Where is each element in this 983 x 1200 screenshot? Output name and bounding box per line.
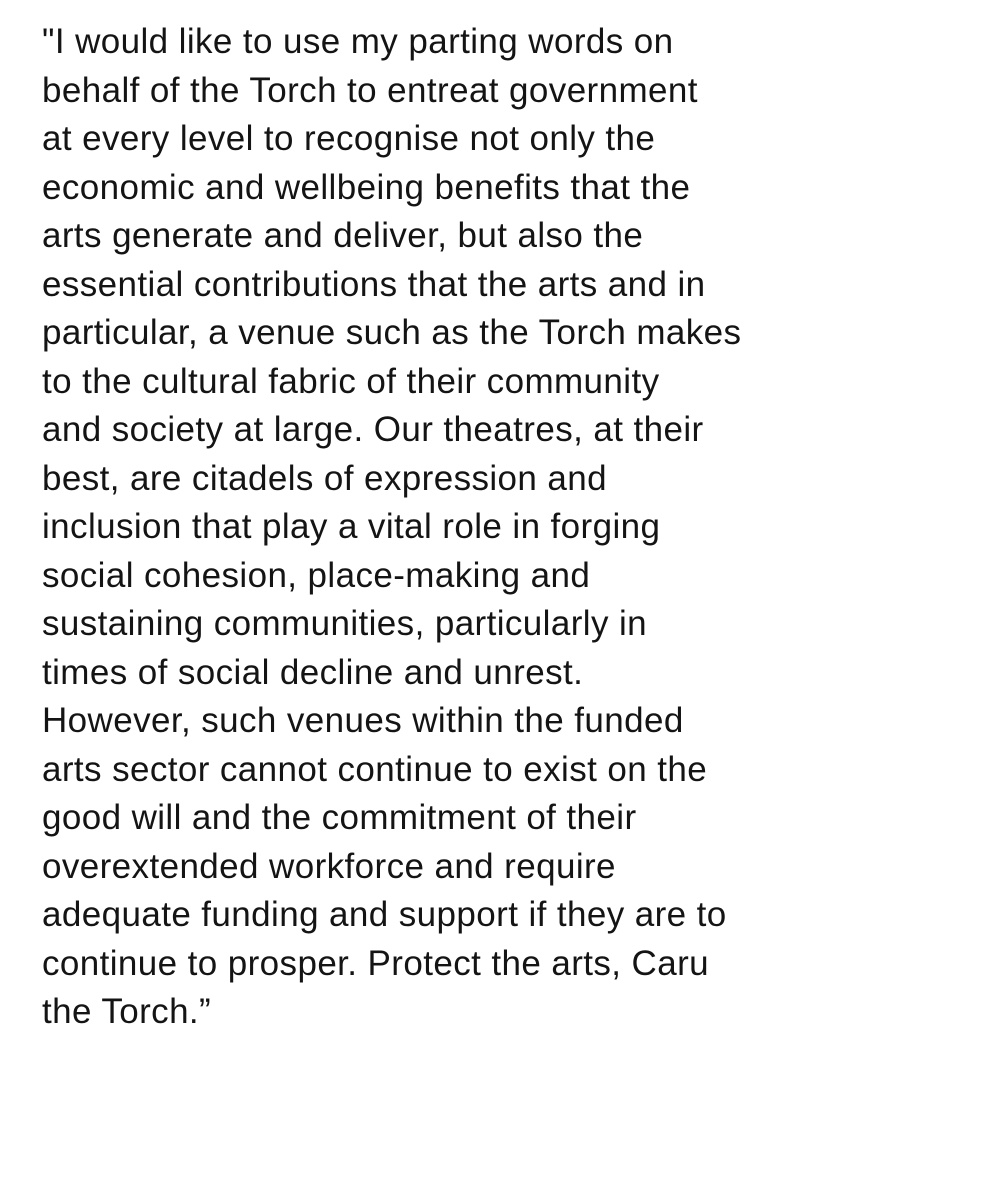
quote-line: adequate funding and support if they are to [42,895,727,934]
quote-line: and society at large. Our theatres, at their [42,410,704,449]
quote-line: times of social decline and unrest. [42,652,584,692]
quote-line: arts generate and deliver, but also the [42,216,644,255]
quote-line: behalf of the Torch to entreat government [42,70,698,110]
quote-line: inclusion that play a vital role in forging [42,507,661,546]
quote-text-block [42,18,977,1037]
quote-line: best, are citadels of expression and [42,458,608,498]
quote-line: However, such venues within the funded [42,701,684,740]
quote-line: essential contributions that the arts and in [42,264,706,304]
quote-line: sustaining communities, particularly in [42,604,648,643]
quote-line: social cohesion, place-making and [42,555,591,595]
quote-line: to the cultural fabric of their community [42,361,660,401]
quote-line: continue to prosper. Protect the arts, Caru [42,943,709,983]
quote-line: overextended workforce and require [42,846,616,886]
quote-line: good will and the commitment of their [42,798,637,837]
quote-line: economic and wellbeing benefits that the [42,167,691,207]
quote-line: the Torch.” [42,992,212,1031]
quote-line: "I would like to use my parting words on [42,22,674,61]
quote-line: arts sector cannot continue to exist on the [42,749,708,789]
quote-line: at every level to recognise not only the [42,119,656,158]
quote-line: particular, a venue such as the Torch makes [42,313,742,352]
